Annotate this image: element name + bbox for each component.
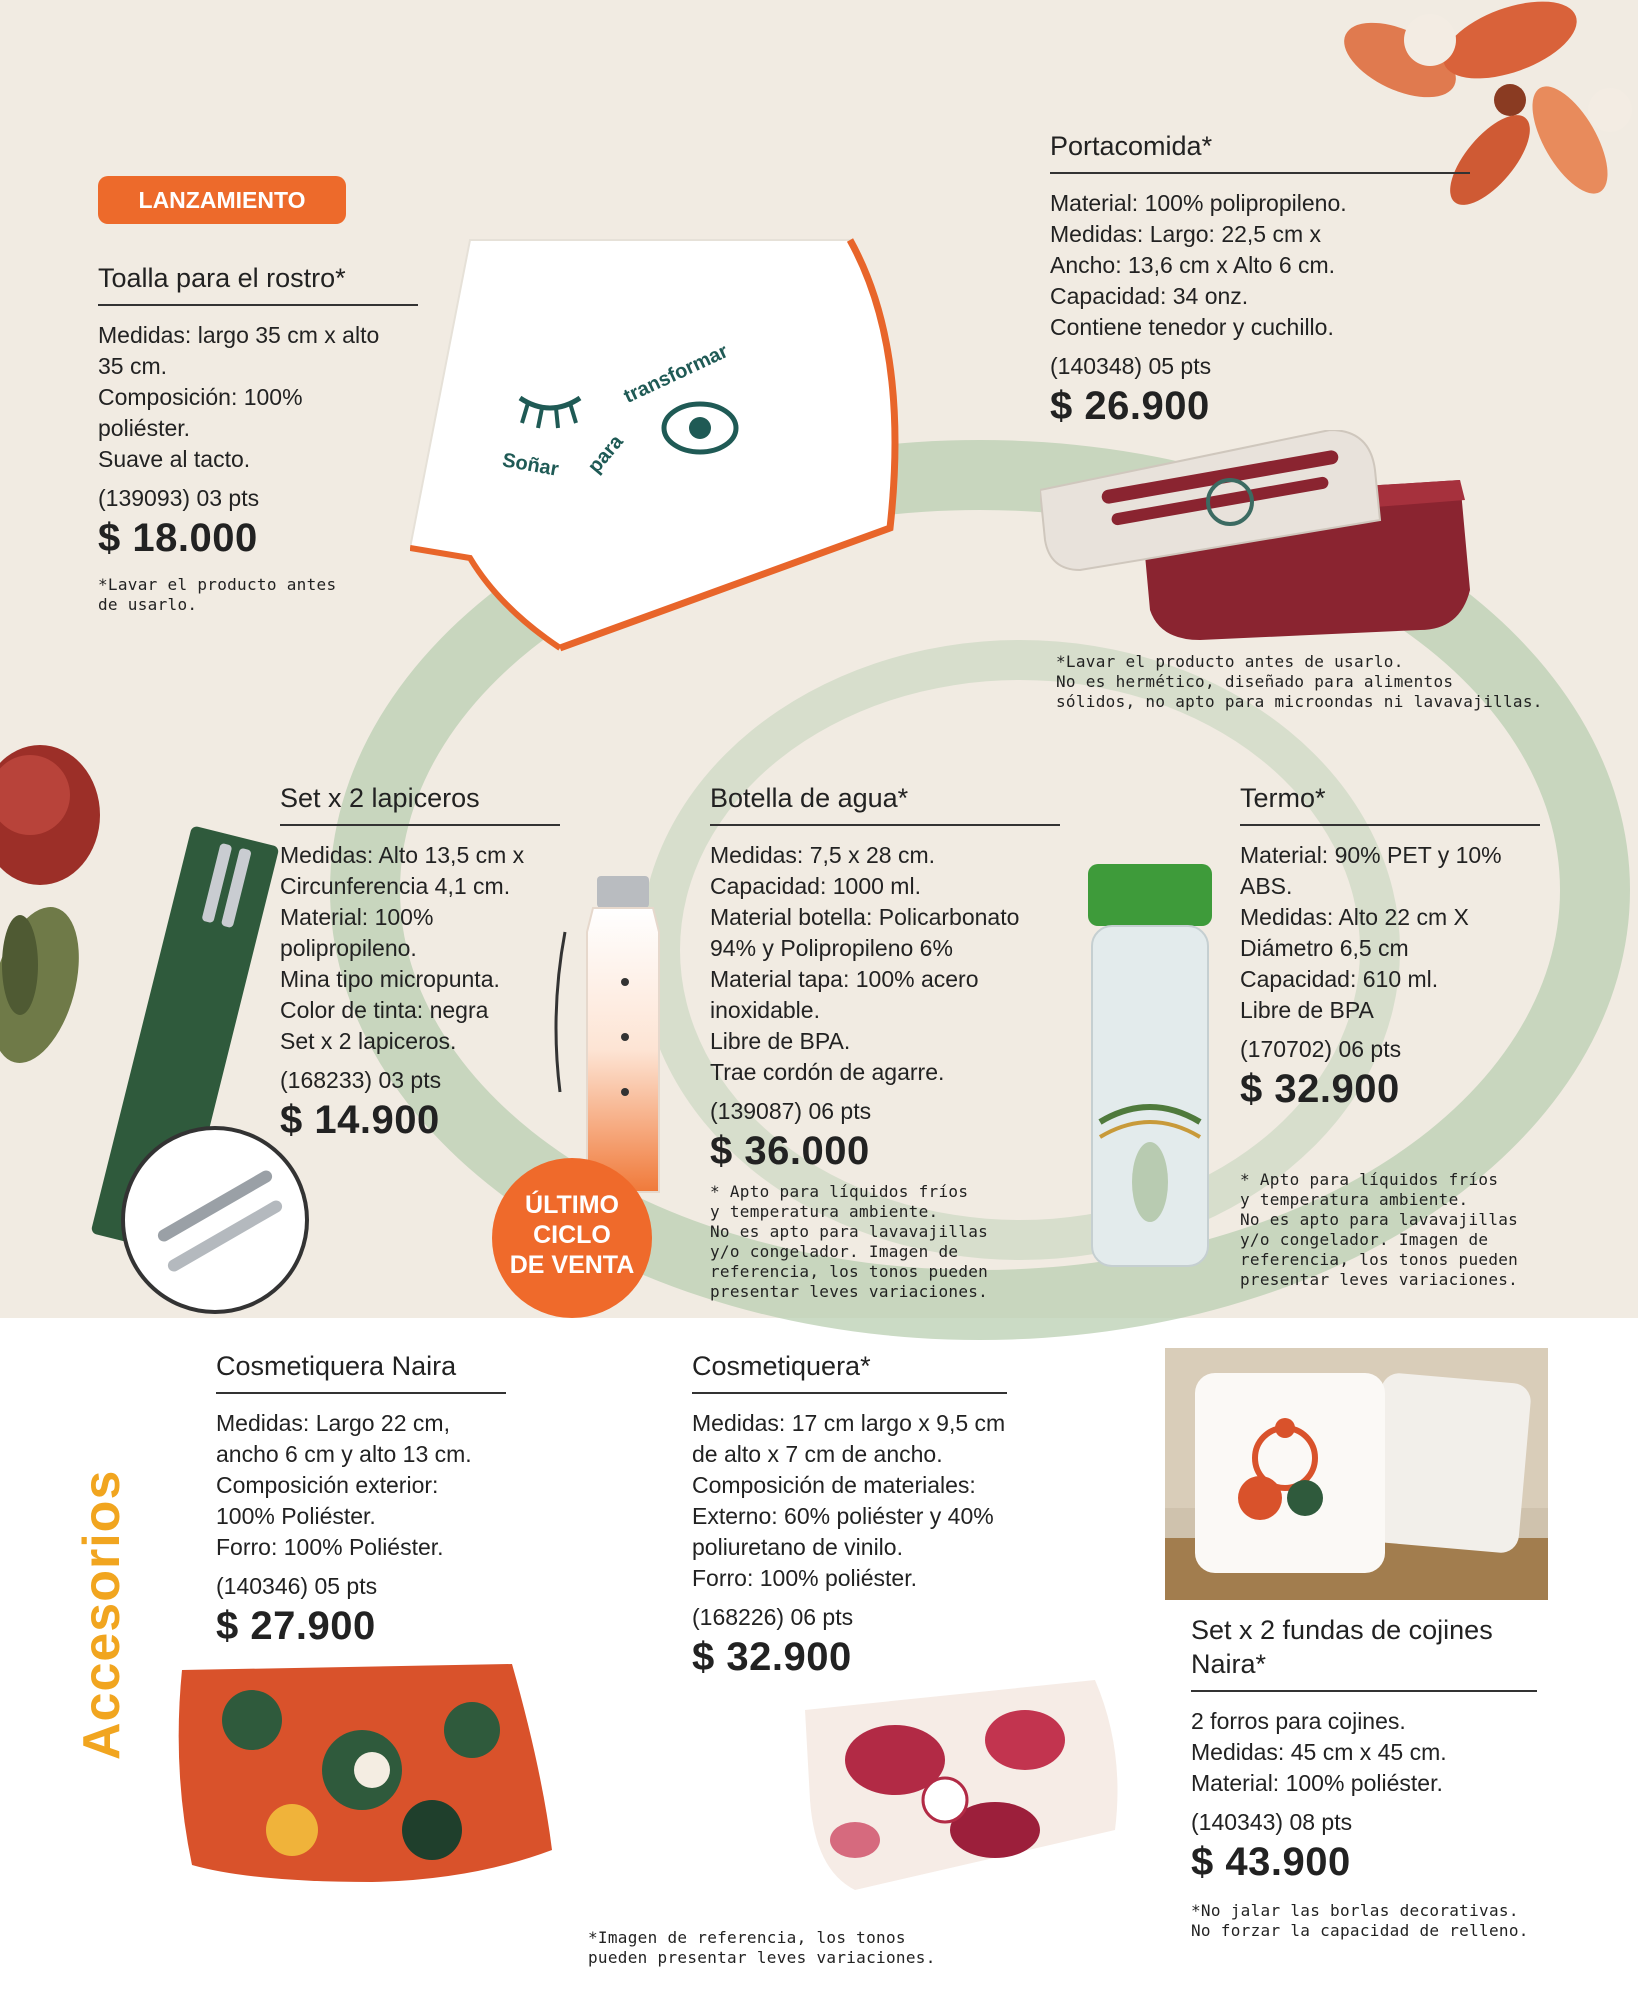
cosmetic-bag-floral-image xyxy=(795,1670,1125,1900)
product-description: Material: 90% PET y 10% ABS. Medidas: Alto 22 cm X Diámetro 6,5 cm Capacidad: 610 ml. Libre de BPA xyxy=(1240,841,1502,1023)
product-price: $ 36.000 xyxy=(710,1128,870,1173)
product-description: Material: 100% polipropileno. Medidas: Largo: 22,5 cm x Ancho: 13,6 cm x Alto 6 cm. Capacidad: 34 onz. Contiene tenedor y cuchillo. xyxy=(1050,189,1347,340)
product-description: Medidas: Alto 13,5 cm x Circunferencia 4,1 cm. Material: 100% polipropileno. Mina tipo micropunta. Color de tinta: negra Set x 2 lapiceros. xyxy=(280,841,525,1054)
product-price: $ 14.900 xyxy=(280,1097,440,1142)
towel-print-mid: para xyxy=(583,430,628,478)
product-code: (139087) 06 pts xyxy=(710,1097,872,1124)
product-cojines xyxy=(1191,1614,1537,1941)
product-toalla xyxy=(98,262,418,615)
cosmetiquera-note: *Imagen de referencia, los tonos pueden presentar leves variaciones. xyxy=(588,1928,936,1967)
product-description: 2 forros para cojines. Medidas: 45 cm x 45 cm. Material: 100% poliéster. xyxy=(1191,1707,1447,1796)
product-code: (140343) 08 pts xyxy=(1191,1808,1353,1835)
cosmetic-bag-naira-image xyxy=(172,1660,562,1900)
product-note: * Apto para líquidos fríos y temperatura ambiente. No es apto para lavavajillas y/o congelador. Imagen de referencia, los tonos pueden presentar leves variaciones. xyxy=(1240,1169,1519,1289)
product-title: Botella de agua* xyxy=(710,782,1060,826)
product-cosmetiquera xyxy=(692,1350,1052,1680)
product-price: $ 43.900 xyxy=(1191,1839,1351,1884)
product-code: (140346) 05 pts xyxy=(216,1572,378,1599)
product-description: Medidas: 17 cm largo x 9,5 cm de alto x 7 cm de ancho. Composición de materiales: Externo: 60% poliéster y 40% poliuretano de vinilo. Forro: 100% poliéster. xyxy=(692,1409,1006,1591)
portacomida-note: *Lavar el producto antes de usarlo. No es hermético, diseñado para alimentos sólidos, no apto para microondas ni lavavajillas. xyxy=(1056,652,1543,711)
product-cosmetiquera-naira xyxy=(216,1350,506,1649)
product-description: Medidas: 7,5 x 28 cm. Capacidad: 1000 ml. Material botella: Policarbonato 94% y Polipropileno 6% Material tapa: 100% acero inoxidable. Libre de BPA. Trae cordón de agarre. xyxy=(710,841,1020,1085)
product-lapiceros xyxy=(280,782,560,1143)
product-description: Medidas: largo 35 cm x alto 35 cm. Composición: 100% poliéster. Suave al tacto. xyxy=(98,321,380,472)
product-title: Set x 2 lapiceros xyxy=(280,782,560,826)
product-note: *Lavar el producto antes de usarlo. xyxy=(98,574,337,614)
towel-print-left: Soñar xyxy=(500,449,561,481)
water-bottle-image xyxy=(545,872,675,1202)
product-description: Medidas: Largo 22 cm, ancho 6 cm y alto 13 cm. Composición exterior: 100% Poliéster. Forro: 100% Poliéster. xyxy=(216,1409,472,1560)
towel-print-right: transformar xyxy=(620,340,732,408)
product-code: (168233) 03 pts xyxy=(280,1066,442,1093)
product-portacomida xyxy=(1050,130,1470,429)
product-price: $ 26.900 xyxy=(1050,383,1210,428)
product-title: Portacomida* xyxy=(1050,130,1470,174)
lunchbox-image xyxy=(1040,430,1480,650)
product-title: Cosmetiquera* xyxy=(692,1350,1007,1394)
product-price: $ 32.900 xyxy=(1240,1066,1400,1111)
product-title: Termo* xyxy=(1240,782,1540,826)
product-code: (140348) 05 pts xyxy=(1050,352,1212,379)
product-code: (139093) 03 pts xyxy=(98,484,260,511)
launch-badge: LANZAMIENTO xyxy=(98,176,346,224)
product-botella xyxy=(710,782,1060,1302)
thermos-image xyxy=(1080,862,1220,1282)
product-note: * Apto para líquidos fríos y temperatura ambiente. No es apto para lavavajillas y/o congelador. Imagen de referencia, los tonos pueden presentar leves variaciones. xyxy=(710,1181,989,1301)
product-price: $ 32.900 xyxy=(692,1634,852,1679)
product-code: (170702) 06 pts xyxy=(1240,1035,1402,1062)
product-title: Toalla para el rostro* xyxy=(98,262,418,306)
last-cycle-badge: ÚLTIMO CICLO DE VENTA xyxy=(492,1158,652,1318)
product-title: Cosmetiquera Naira xyxy=(216,1350,506,1394)
cushions-image xyxy=(1165,1348,1548,1600)
towel-image xyxy=(410,228,910,658)
product-price: $ 18.000 xyxy=(98,515,258,560)
section-label-accesorios: Accesorios xyxy=(73,1469,131,1760)
product-note: *No jalar las borlas decorativas. No forzar la capacidad de relleno. xyxy=(1191,1900,1529,1940)
product-title: Set x 2 fundas de cojines Naira* xyxy=(1191,1614,1537,1692)
product-code: (168226) 06 pts xyxy=(692,1603,854,1630)
product-price: $ 27.900 xyxy=(216,1603,376,1648)
product-termo xyxy=(1240,782,1540,1290)
